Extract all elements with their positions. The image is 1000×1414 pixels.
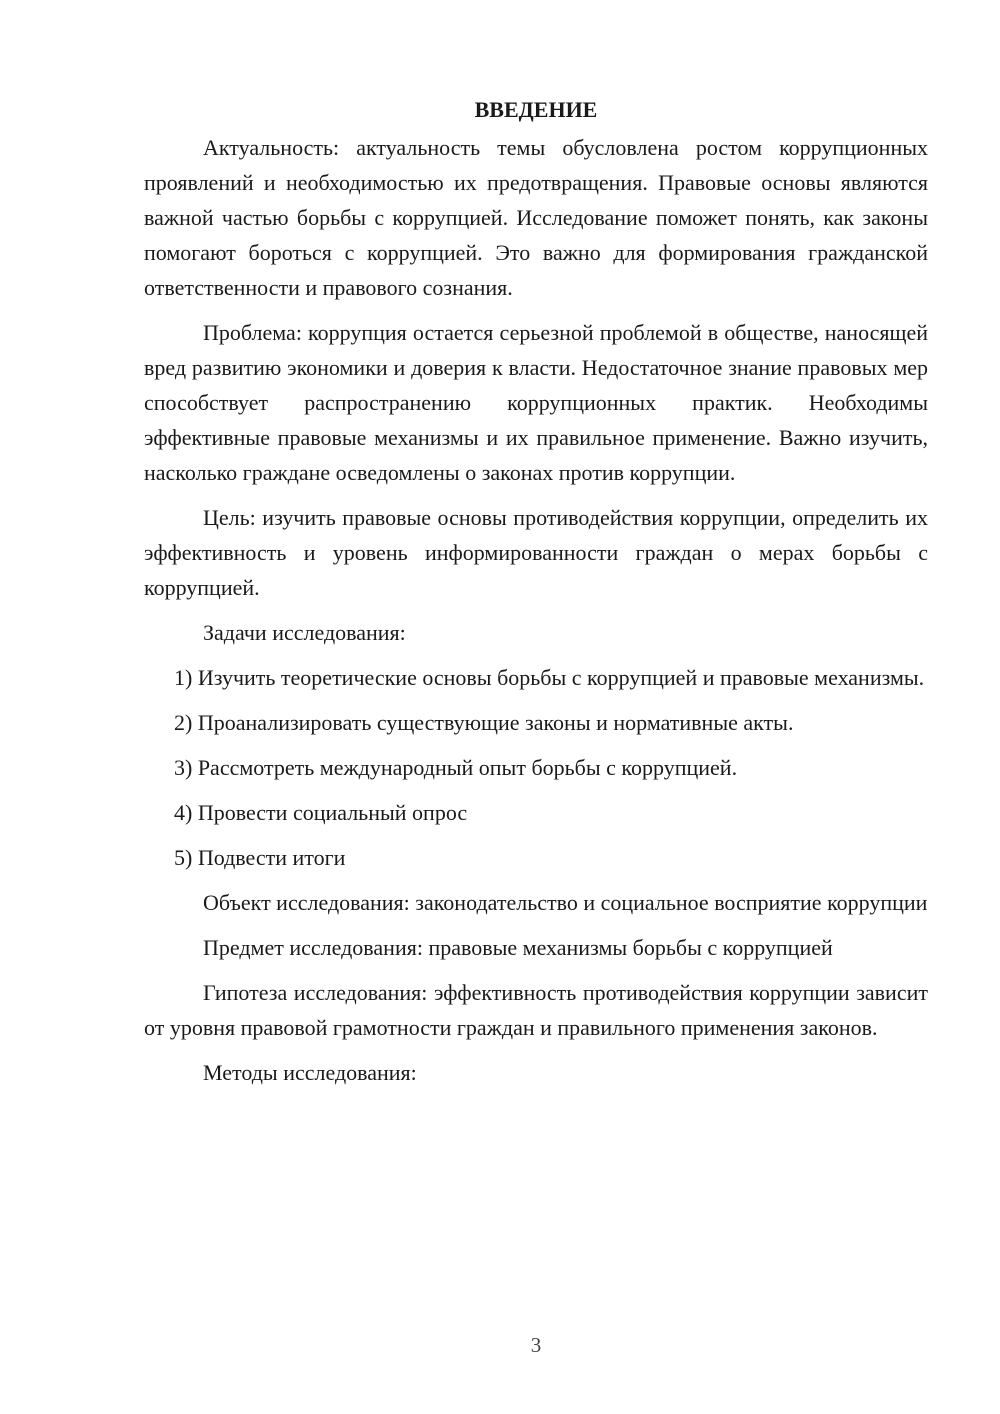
paragraph-goal: Цель: изучить правовые основы противодействия коррупции, определить их эффективность и уровень информированности граждан о мерах борьбы с коррупцией. [144,505,928,600]
task-item-3: 3) Рассмотреть международный опыт борьбы с коррупцией. [174,755,738,780]
paragraph-object: Объект исследования: законодательство и социальное восприятие коррупции [203,890,928,915]
paragraph-hypothesis: Гипотеза исследования: эффективность противодействия коррупции зависит от уровня правовой грамотности граждан и правильного применения законов. [144,980,928,1040]
paragraph-problem: Проблема: коррупция остается серьезной проблемой в обществе, наносящей вред развитию экономики и доверия к власти. Недостаточное знание правовых мер способствует распространению коррупционных практик. Необходимы эффективные правовые механизмы и их правильное применение. Важно изучить, насколько граждане осведомлены о законах против коррупции. [144,320,928,485]
section-title: ВВЕДЕНИЕ [474,97,598,122]
task-item-5: 5) Подвести итоги [174,845,346,870]
paragraph-relevance: Актуальность: актуальность темы обусловлена ростом коррупционных проявлений и необходимостью их предотвращения. Правовые основы являются важной частью борьбы с коррупцией. Исследование поможет понять, как законы помогают бороться с коррупцией. Это важно для формирования гражданской ответственности и правового сознания. [144,135,928,300]
task-item-4: 4) Провести социальный опрос [174,800,468,825]
methods-heading: Методы исследования: [203,1060,417,1085]
task-item-2: 2) Проанализировать существующие законы и нормативные акты. [174,710,794,735]
paragraph-subject: Предмет исследования: правовые механизмы борьбы с коррупцией [203,935,833,960]
tasks-heading: Задачи исследования: [203,620,406,645]
task-item-1: 1) Изучить теоретические основы борьбы с коррупцией и правовые механизмы. [174,665,925,690]
document-page [144,92,928,1090]
page-number: 3 [530,1333,542,1357]
